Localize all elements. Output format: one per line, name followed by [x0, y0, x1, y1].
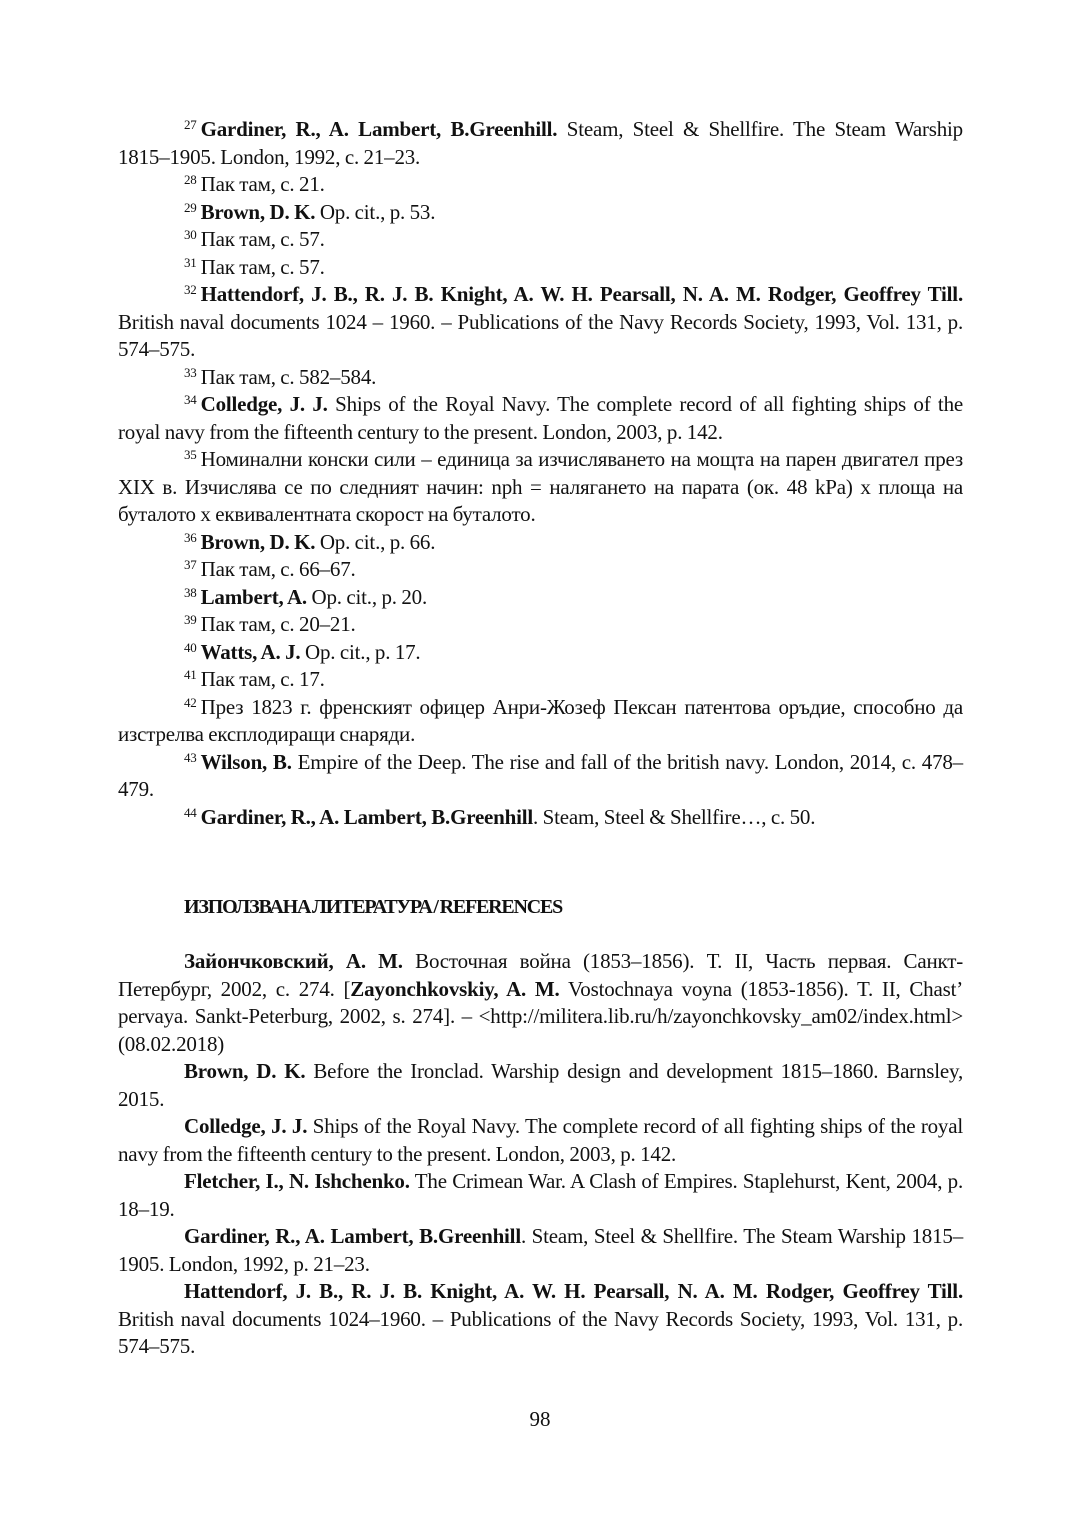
- footnote-number: 28: [184, 172, 197, 187]
- footnote-number: 34: [184, 392, 197, 407]
- footnote-text: Пак там, с. 582–584.: [200, 364, 377, 389]
- footnote: [118, 556, 963, 584]
- footnote-author: Gardiner, R., A. Lambert, B.Greenhill: [200, 804, 534, 829]
- footnote: [118, 364, 963, 392]
- footnote-text: . Steam, Steel & Shellfire…, с. 50.: [533, 804, 816, 829]
- footnote: [118, 666, 963, 694]
- footnote: [118, 804, 963, 832]
- footnote-text: През 1823 г. френският офицер Анри-Жозеф Пексан патентова оръдие, способно да изстрелва експлодиращи снаряди.: [118, 694, 963, 746]
- footnote-author: Wilson, B.: [200, 749, 292, 774]
- footnote: [118, 199, 963, 227]
- reference-text-transliterated: Vostochnaya voyna (1853-1856). T. II, Chast’ pervaya. Sankt-Peterburg, 2002, s. 274]. – <http://militera.lib.ru/h/zayonchkovsky_am02/index.html> (08.02.2018): [118, 976, 963, 1056]
- footnote-number: 43: [184, 749, 197, 765]
- footnote-author: Colledge, J. J.: [200, 392, 328, 416]
- footnote-number: 41: [184, 667, 197, 682]
- reference-text: Восточная война (1853–1856). Т. II, Часть первая. Санкт-Петербург, 2002, с. 274. [: [118, 949, 963, 1001]
- footnote-text: Steam, Steel & Shellfire. The Steam Warship 1815–1905. London, 1992, с. 21–23.: [118, 117, 963, 169]
- footnote-text: Op. cit., p. 17.: [300, 639, 421, 664]
- footnote-number: 39: [184, 612, 197, 627]
- footnote-number: 30: [184, 227, 197, 242]
- reference-text: Ships of the Royal Navy. The complete record of all fighting ships of the royal navy from the fifteenth century to the present. London, 2003, p. 142.: [118, 1114, 963, 1166]
- reference-entry: [118, 1223, 963, 1278]
- footnote-text: Op. cit., p. 66.: [315, 529, 436, 554]
- reference-text: . Steam, Steel & Shellfire. The Steam Warship 1815–1905. London, 1992, p. 21–23.: [118, 1224, 963, 1276]
- footnote-number: 36: [184, 529, 197, 545]
- footnote-text: Пак там, с. 17.: [200, 667, 325, 691]
- footnote: [118, 639, 963, 667]
- footnote-number: 40: [184, 639, 197, 655]
- footnote-author: Gardiner, R., A. Lambert, B.Greenhill.: [200, 117, 558, 141]
- footnote-text: Op. cit., p. 20.: [306, 584, 427, 609]
- footnote-text: Empire of the Deep. The rise and fall of the british navy. London, 2014, с. 478–479.: [118, 749, 963, 801]
- footnote: [118, 446, 963, 529]
- footnote-author: Hattendorf, J. B., R. J. B. Knight, A. W. H. Pearsall, N. A. M. Rodger, Geoffrey Till.: [200, 282, 963, 306]
- reference-entry: [118, 1113, 963, 1168]
- reference-author: Hattendorf, J. B., R. J. B. Knight, A. W. H. Pearsall, N. A. M. Rodger, Geoffrey Till.: [184, 1279, 963, 1303]
- footnote: [118, 116, 963, 171]
- footnote: [118, 171, 963, 199]
- footnote-author: Brown, D. K.: [200, 529, 316, 554]
- footnote-number: 29: [184, 199, 197, 215]
- footnote-author: Lambert, A.: [200, 584, 307, 609]
- footnote-text: Ships of the Royal Navy. The complete record of all fighting ships of the royal navy from the fifteenth century to the present. London, 2003, p. 142.: [118, 392, 963, 444]
- footnote-author: Brown, D. K.: [200, 199, 316, 224]
- footnote-number: 27: [184, 117, 197, 132]
- footnote-number: 35: [184, 447, 197, 462]
- footnote-text: Пак там, с. 20–21.: [200, 612, 356, 636]
- reference-author: Colledge, J. J.: [184, 1114, 308, 1138]
- footnote-number: 33: [184, 364, 197, 380]
- reference-author: Brown, D. K.: [184, 1059, 306, 1083]
- page-body: [118, 116, 963, 1361]
- footnote-text: Пак там, с. 57.: [200, 254, 325, 279]
- footnote-number: 31: [184, 254, 197, 270]
- footnote: [118, 391, 963, 446]
- footnote: [118, 529, 963, 557]
- references-heading: ИЗПОЛЗВАНА ЛИТЕРАТУРА / REFERENCES: [184, 896, 563, 918]
- footnote-text: Пак там, с. 57.: [200, 227, 325, 251]
- reference-entry: [118, 1278, 963, 1361]
- footnote: [118, 694, 963, 749]
- footnote-number: 44: [184, 804, 197, 820]
- reference-entry: [118, 1168, 963, 1223]
- footnote: [118, 749, 963, 804]
- footnote-text: Пак там, с. 21.: [200, 172, 325, 196]
- footnote-number: 32: [184, 282, 197, 297]
- footnotes-list: [118, 116, 963, 831]
- reference-entry: [118, 948, 963, 1058]
- footnote: [118, 584, 963, 612]
- footnote-number: 42: [184, 694, 197, 710]
- reference-author: Зайончковский, А. М.: [184, 949, 403, 973]
- footnote-number: 37: [184, 557, 197, 572]
- footnote-text: Номинални конски сили – единица за изчисляването на мощта на парен двигател през XIX в. Изчислява се по следният начин: nph = налягането на парата (ок. 48 kPa) x площа на буталото x еквивалентната скорост на буталото.: [118, 447, 963, 526]
- footnote-text: Пак там, с. 66–67.: [200, 557, 356, 581]
- page-number: 98: [529, 1407, 551, 1431]
- footnote-number: 38: [184, 584, 197, 600]
- footnote: [118, 611, 963, 639]
- reference-author: Fletcher, I., N. Ishchenko.: [184, 1169, 410, 1193]
- footnote: [118, 281, 963, 364]
- footnote: [118, 226, 963, 254]
- reference-text: British naval documents 1024–1960. – Publications of the Navy Records Society, 1993, Vol. 131, p. 574–575.: [118, 1306, 963, 1358]
- footnote-text: Op. cit., p. 53.: [315, 199, 436, 224]
- reference-author-transliterated: Zayonchkovskiy, A. M.: [350, 976, 560, 1001]
- reference-text: The Crimean War. A Clash of Empires. Staplehurst, Kent, 2004, p. 18–19.: [118, 1169, 963, 1221]
- references-list: [118, 948, 963, 1361]
- reference-text: Before the Ironclad. Warship design and development 1815–1860. Barnsley, 2015.: [118, 1059, 963, 1111]
- footnote-text: British naval documents 1024 – 1960. – Publications of the Navy Records Society, 1993, Vol. 131, p. 574–575.: [118, 309, 963, 361]
- reference-entry: [118, 1058, 963, 1113]
- footnote: [118, 254, 963, 282]
- reference-author: Gardiner, R., A. Lambert, B.Greenhill: [184, 1224, 521, 1248]
- footnote-author: Watts, A. J.: [200, 639, 301, 664]
